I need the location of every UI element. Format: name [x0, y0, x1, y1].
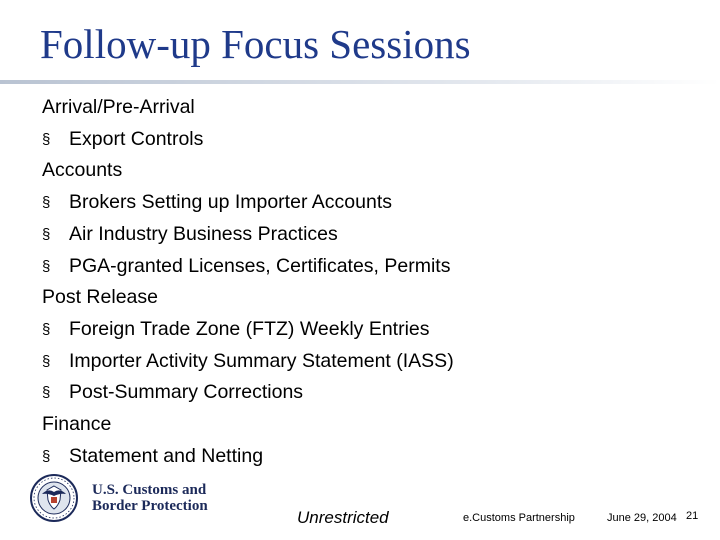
bullet-item [42, 187, 682, 219]
page-number: 21 [686, 510, 699, 522]
section-heading [42, 282, 682, 314]
bullet-icon: § [42, 320, 51, 338]
line-text: PGA-granted Licenses, Certificates, Permits [69, 254, 451, 277]
line-text: Export Controls [69, 127, 204, 150]
slide-title: Follow-up Focus Sessions [40, 21, 471, 67]
bullet-icon: § [42, 194, 51, 212]
bullet-item [42, 124, 682, 156]
line-text: Importer Activity Summary Statement (IASS) [69, 349, 454, 372]
classification-label: Unrestricted [297, 508, 389, 527]
dhs-seal-icon [30, 474, 78, 522]
bullet-item [42, 377, 682, 409]
line-text: Air Industry Business Practices [69, 222, 338, 245]
line-text: Brokers Setting up Importer Accounts [69, 191, 392, 214]
line-text: Accounts [42, 159, 123, 182]
bullet-icon: § [42, 130, 51, 148]
section-heading [42, 409, 682, 441]
logo-line-1: U.S. Customs and [92, 482, 207, 498]
line-text: Statement and Netting [69, 444, 264, 467]
bullet-item [42, 251, 682, 283]
line-text: Finance [42, 413, 112, 436]
bullet-icon: § [42, 447, 51, 465]
line-text: Post Release [42, 286, 158, 309]
cbp-logo [30, 474, 220, 524]
line-text: Foreign Trade Zone (FTZ) Weekly Entries [69, 317, 430, 340]
bullet-item [42, 441, 682, 473]
bullet-icon: § [42, 384, 51, 402]
logo-line-2: Border Protection [92, 498, 208, 514]
bullet-item [42, 346, 682, 378]
title-divider [0, 80, 720, 84]
logo-text [92, 482, 208, 514]
line-text: Arrival/Pre-Arrival [42, 96, 195, 118]
program-label: e.Customs Partnership [463, 512, 575, 524]
line-text: Post-Summary Corrections [69, 381, 304, 404]
bullet-icon: § [42, 225, 51, 243]
section-heading [42, 155, 682, 187]
bullet-item [42, 314, 682, 346]
section-heading [42, 92, 682, 124]
bullet-icon: § [42, 352, 51, 370]
date-label: June 29, 2004 [607, 512, 677, 524]
bullet-icon: § [42, 257, 51, 275]
bullet-item [42, 219, 682, 251]
slide-body [42, 92, 682, 472]
